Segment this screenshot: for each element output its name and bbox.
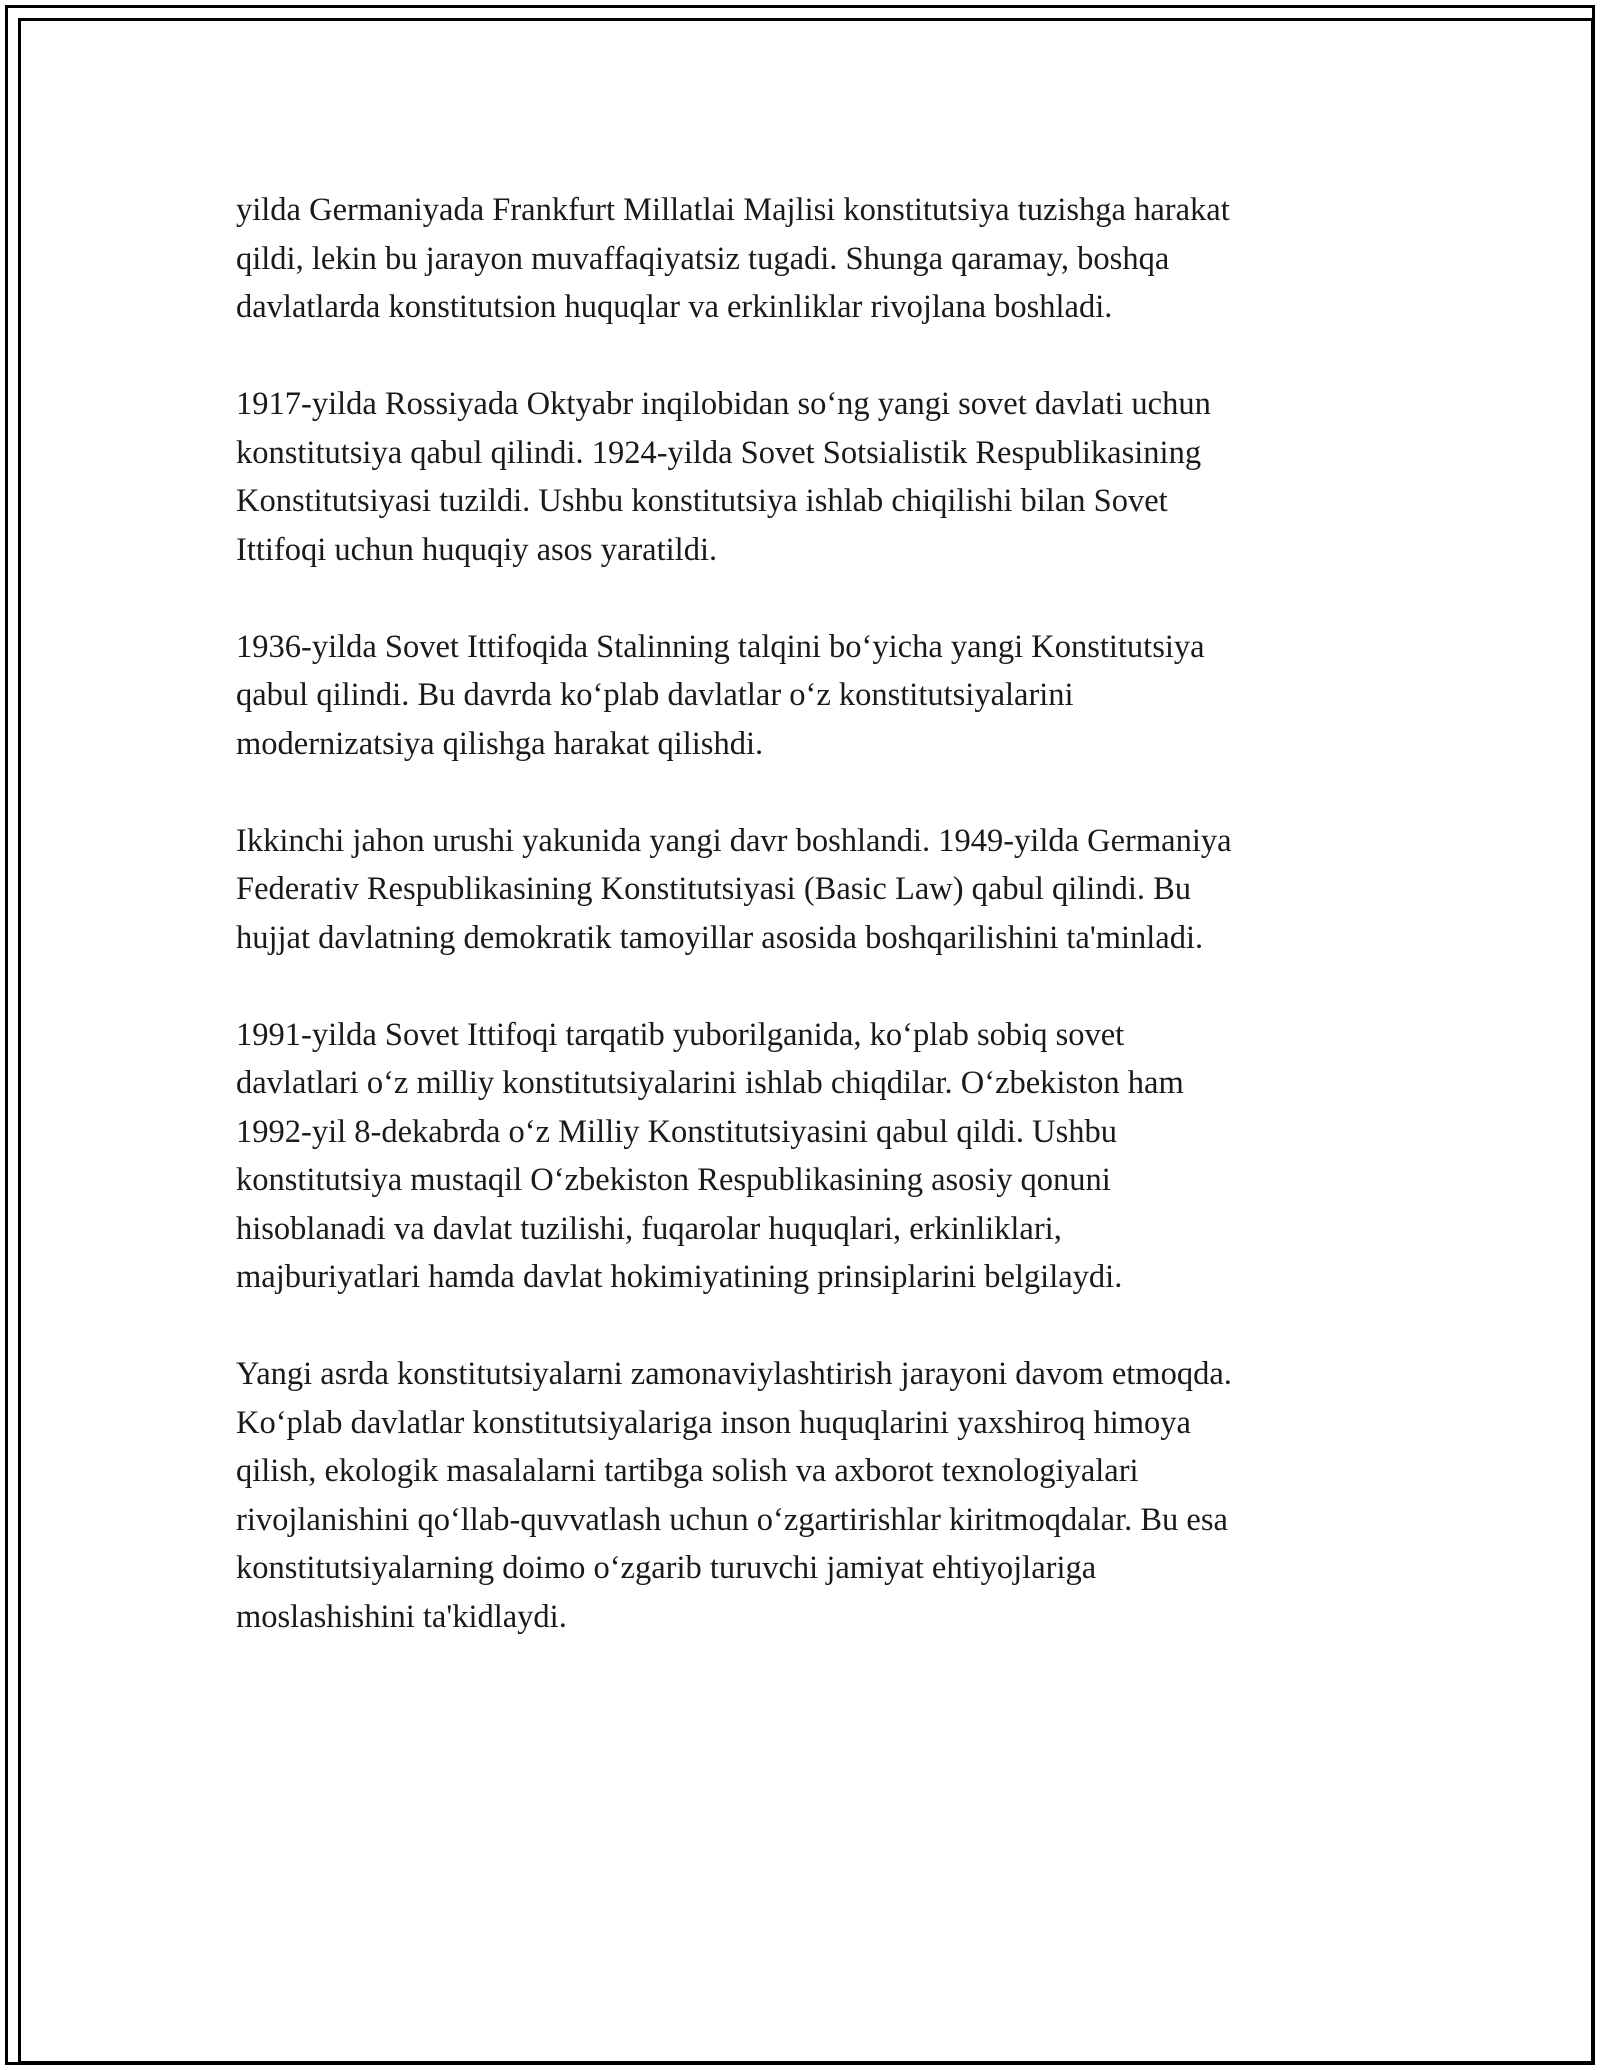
text-line: hujjat davlatning demokratik tamoyillar asosida boshqarilishini ta'minladi. xyxy=(236,919,1204,956)
text-line: modernizatsiya qilishga harakat qilishdi. xyxy=(236,725,764,762)
paragraph-1 xyxy=(236,186,1376,332)
text-line: rivojlanishini qo‘llab-quvvatlash uchun o‘zgartirishlar kiritmoqdalar. Bu esa xyxy=(236,1501,1228,1538)
text-line: 1936-yilda Sovet Ittifoqida Stalinning talqini bo‘yicha yangi Konstitutsiya xyxy=(236,628,1205,665)
paragraph-5 xyxy=(236,1011,1376,1302)
text-line: hisoblanadi va davlat tuzilishi, fuqarolar huquqlari, erkinliklari, xyxy=(236,1210,1062,1247)
text-line: Ittifoqi uchun huquqiy asos yaratildi. xyxy=(236,531,718,568)
document-body xyxy=(236,186,1376,1690)
text-line: qabul qilindi. Bu davrda ko‘plab davlatlar o‘z konstitutsiyalarini xyxy=(236,677,1074,713)
text-line: konstitutsiya qabul qilindi. 1924-yilda Sovet Sotsialistik Respublikasining xyxy=(236,434,1202,471)
text-line: Ikkinchi jahon urushi yakunida yangi davr boshlandi. 1949-yilda Germaniya xyxy=(236,822,1232,859)
paragraph-4 xyxy=(236,817,1376,963)
text-line: Ko‘plab davlatlar konstitutsiyalariga inson huquqlarini yaxshiroq himoya xyxy=(236,1404,1191,1441)
text-line: Federativ Respublikasining Konstitutsiyasi (Basic Law) qabul qilindi. Bu xyxy=(236,871,1192,907)
paragraph-3 xyxy=(236,623,1376,769)
paragraph-2 xyxy=(236,380,1376,574)
text-line: moslashishini ta'kidlaydi. xyxy=(236,1598,567,1635)
text-line: konstitutsiya mustaqil O‘zbekiston Respublikasining asosiy qonuni xyxy=(236,1162,1111,1198)
text-line: davlatlari o‘z milliy konstitutsiyalarini ishlab chiqdilar. O‘zbekiston ham xyxy=(236,1065,1184,1101)
text-line: 1991-yilda Sovet Ittifoqi tarqatib yuborilganida, ko‘plab sobiq sovet xyxy=(236,1016,1125,1053)
text-line: Konstitutsiyasi tuzildi. Ushbu konstitutsiya ishlab chiqilishi bilan Sovet xyxy=(236,483,1168,519)
text-line: konstitutsiyalarning doimo o‘zgarib turuvchi jamiyat ehtiyojlariga xyxy=(236,1550,1097,1586)
text-line: qildi, lekin bu jarayon muvaffaqiyatsiz tugadi. Shunga qaramay, boshqa xyxy=(236,240,1170,277)
text-line: davlatlarda konstitutsion huquqlar va erkinliklar rivojlana boshladi. xyxy=(236,289,1113,325)
text-line: 1992-yil 8-dekabrda o‘z Milliy Konstitutsiyasini qabul qildi. Ushbu xyxy=(236,1113,1118,1150)
text-line: qilish, ekologik masalalarni tartibga solish va axborot texnologiyalari xyxy=(236,1453,1139,1489)
paragraph-6 xyxy=(236,1350,1376,1641)
text-line: Yangi asrda konstitutsiyalarni zamonaviylashtirish jarayoni davom etmoqda. xyxy=(236,1356,1232,1392)
text-line: yilda Germaniyada Frankfurt Millatlai Majlisi konstitutsiya tuzishga harakat xyxy=(236,192,1230,228)
text-line: majburiyatlari hamda davlat hokimiyatining prinsiplarini belgilaydi. xyxy=(236,1259,1123,1295)
text-line: 1917-yilda Rossiyada Oktyabr inqilobidan so‘ng yangi sovet davlati uchun xyxy=(236,386,1211,422)
